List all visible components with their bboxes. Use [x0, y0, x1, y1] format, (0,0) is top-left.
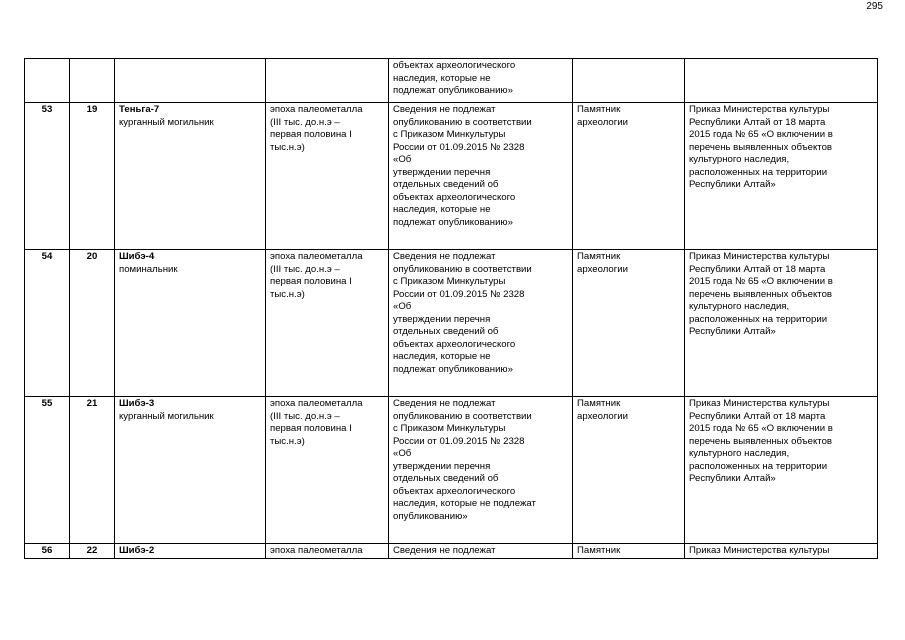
object-type: курганный могильник	[119, 410, 214, 422]
heritage-objects-table	[24, 58, 878, 559]
cell-category: Памятник археологии	[573, 103, 685, 250]
object-name: Шибэ-2	[119, 545, 155, 556]
cell-dating: эпоха палеометалла	[266, 544, 389, 559]
object-type: курганный могильник	[119, 116, 214, 128]
cell-category	[573, 59, 685, 103]
cell-sub-num: 19	[70, 103, 115, 250]
table-row	[25, 250, 878, 397]
cell-sub-num: 20	[70, 250, 115, 397]
cell-document: Приказ Министерства культуры Республики Алтай от 18 марта 2015 года № 65 «О включении в перечень выявленных объектов культурного наследия, расположенных на территории Республики Алтай»	[685, 103, 878, 250]
cell-document: Приказ Министерства культуры Республики Алтай от 18 марта 2015 года № 65 «О включении в перечень выявленных объектов культурного наследия, расположенных на территории Республики Алтай»	[685, 397, 878, 544]
cell-name	[115, 544, 266, 559]
cell-name	[115, 397, 266, 544]
cell-num: 55	[25, 397, 70, 544]
page-number: 295	[866, 1, 883, 12]
cell-dating: эпоха палеометалла (III тыс. до.н.э – первая половина I тыс.н.э)	[266, 250, 389, 397]
cell-num: 56	[25, 544, 70, 559]
cell-num: 53	[25, 103, 70, 250]
object-type: поминальник	[119, 263, 178, 275]
cell-document: Приказ Министерства культуры	[685, 544, 878, 559]
cell-document: Приказ Министерства культуры Республики Алтай от 18 марта 2015 года № 65 «О включении в перечень выявленных объектов культурного наследия, расположенных на территории Республики Алтай»	[685, 250, 878, 397]
cell-info: объектах археологического наследия, которые не подлежат опубликованию»	[389, 59, 573, 103]
object-name: Теньга-7	[119, 104, 160, 115]
cell-sub-num: 21	[70, 397, 115, 544]
cell-document	[685, 59, 878, 103]
table-row	[25, 397, 878, 544]
cell-dating: эпоха палеометалла (III тыс. до.н.э – первая половина I тыс.н.э)	[266, 397, 389, 544]
cell-name	[115, 250, 266, 397]
cell-name	[115, 59, 266, 103]
cell-name	[115, 103, 266, 250]
cell-info: Сведения не подлежат	[389, 544, 573, 559]
cell-category: Памятник археологии	[573, 250, 685, 397]
cell-dating: эпоха палеометалла (III тыс. до.н.э – первая половина I тыс.н.э)	[266, 103, 389, 250]
cell-sub-num	[70, 59, 115, 103]
cell-category: Памятник археологии	[573, 397, 685, 544]
cell-dating	[266, 59, 389, 103]
cell-num: 54	[25, 250, 70, 397]
cell-info: Сведения не подлежат опубликованию в соответствии с Приказом Минкультуры России от 01.09.2015 № 2328 «Об утверждении перечня отдельных сведений об объектах археологического наследия, которые не подлежат опубликованию»	[389, 397, 573, 544]
object-name: Шибэ-4	[119, 251, 155, 262]
cell-info: Сведения не подлежат опубликованию в соответствии с Приказом Минкультуры России от 01.09.2015 № 2328 «Об утверждении перечня отдельных сведений об объектах археологического наследия, которые не подлежат опубликованию»	[389, 103, 573, 250]
cell-info: Сведения не подлежат опубликованию в соответствии с Приказом Минкультуры России от 01.09.2015 № 2328 «Об утверждении перечня отдельных сведений об объектах археологического наследия, которые не подлежат опубликованию»	[389, 250, 573, 397]
table-row	[25, 103, 878, 250]
cell-sub-num: 22	[70, 544, 115, 559]
cell-num	[25, 59, 70, 103]
table-row	[25, 59, 878, 103]
table-row	[25, 544, 878, 559]
cell-category: Памятник	[573, 544, 685, 559]
object-name: Шибэ-3	[119, 398, 155, 409]
